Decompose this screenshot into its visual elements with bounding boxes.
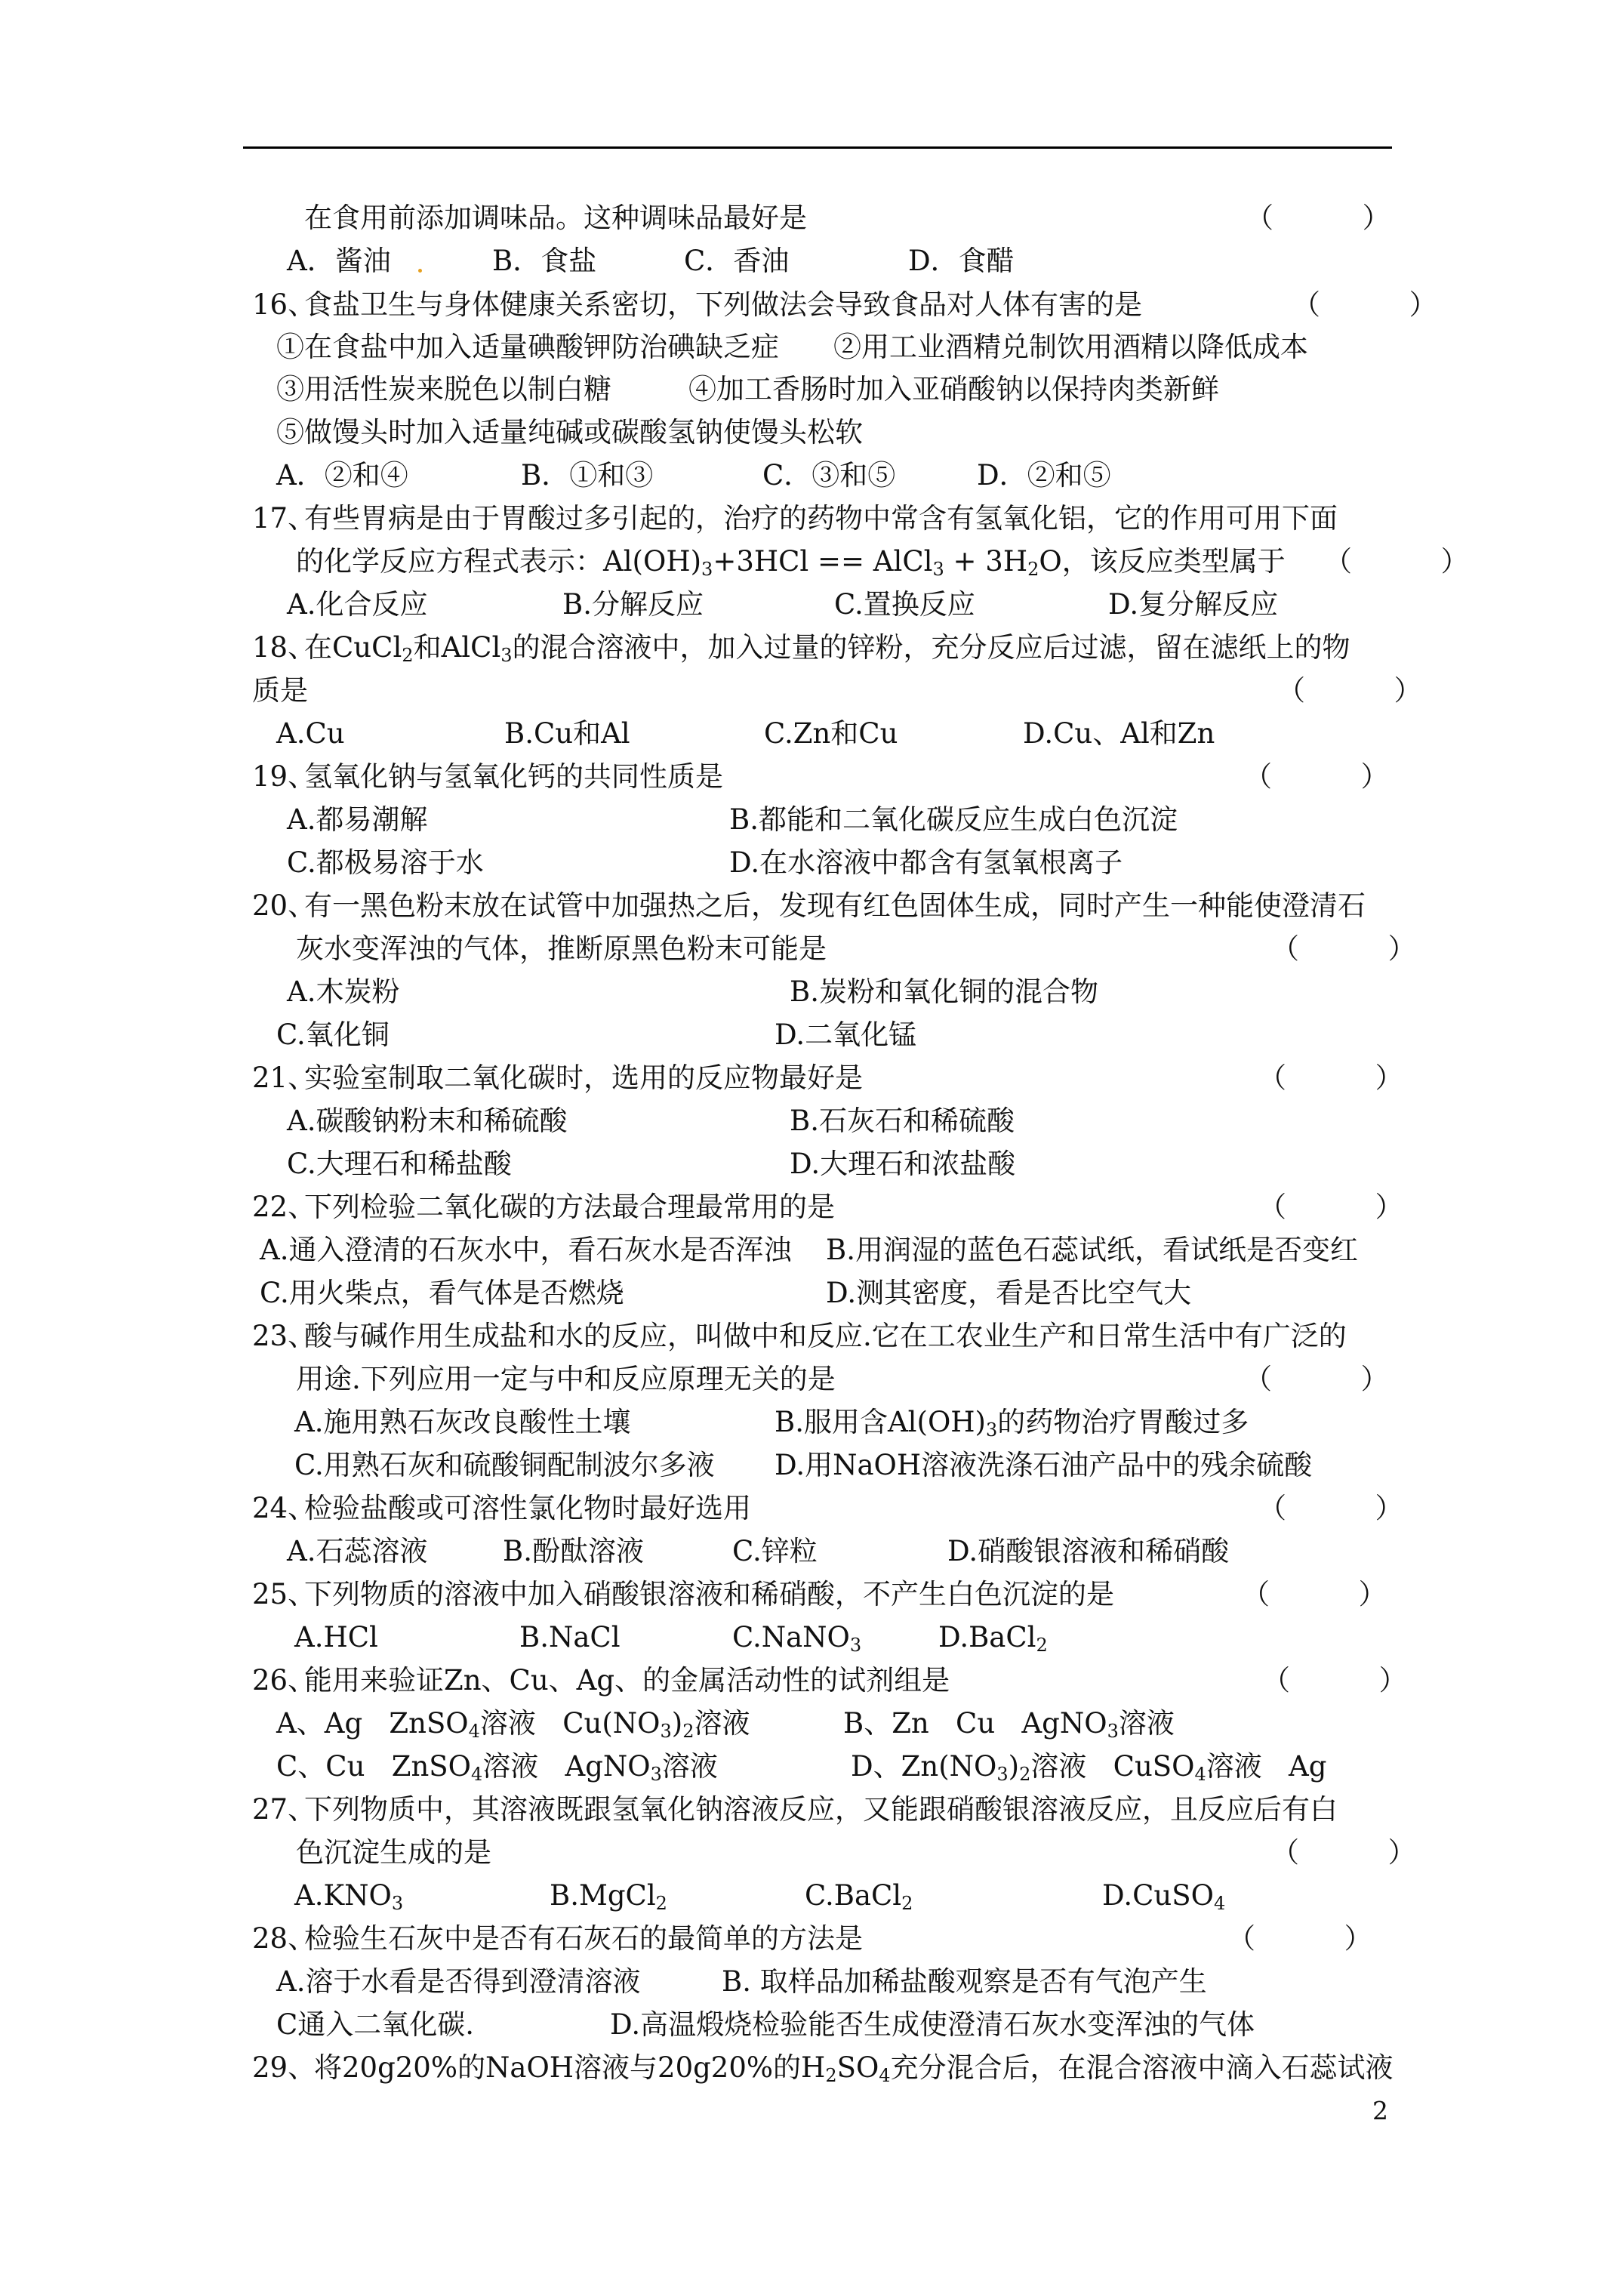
q15-option-d: D．食醋 [908,245,1015,277]
q17-option-b: B.分解反应 [562,588,704,621]
q20-option-c: C.氧化铜 [276,1019,390,1051]
q22-option-a: A.通入澄清的石灰水中，看石灰水是否浑浊 [260,1234,792,1266]
q27-option-d: D.CuSO$_4$ [1102,1879,1226,1914]
q22-answer-blank: （ ） [1258,1191,1403,1223]
q19-number: 19、 [252,760,316,793]
q20-number: 20、 [252,889,316,922]
q18-option-d: D.Cu、Al和Zn [1023,717,1215,750]
q18-number: 18、 [252,631,316,664]
q23-option-a: A.施用熟石灰改良酸性土壤 [294,1406,631,1438]
q27-number: 27、 [252,1793,316,1826]
q23-number: 23、 [252,1320,316,1352]
q24-option-c: C.锌粒 [732,1535,818,1567]
q25-answer-blank: （ ） [1242,1578,1387,1610]
q24-option-b: B.酚酞溶液 [503,1535,644,1567]
q19-option-a: A.都易潮解 [287,803,428,836]
q27-option-b: B.MgCl$_2$ [550,1879,667,1914]
q27-option-a: $A.KNO_3$ [294,1879,404,1914]
q25-option-d: D.BaCl$_2$ [938,1621,1048,1656]
q17-option-c: C.置换反应 [834,588,975,621]
q15-option-c: C．香油 [684,245,790,277]
stray-mark [418,269,422,273]
q16-item-4: ④加工香肠时加入亚硝酸钠以保持肉类新鲜 [688,373,1219,405]
q26-stem: 能用来验证Zn、Cu、Ag、的金属活动性的试剂组是 [304,1664,950,1697]
q25-option-b: B.NaCl [519,1621,621,1653]
q21-option-b: B.石灰石和稀硫酸 [790,1105,1015,1137]
q19-option-b: B.都能和二氧化碳反应生成白色沉淀 [729,803,1178,836]
q28-option-d: D.高温煅烧检验能否生成使澄清石灰水变浑浊的气体 [610,2008,1255,2041]
q21-option-a: A.碳酸钠粉末和稀硫酸 [287,1105,568,1137]
q17-stem-line-1: 有些胃病是由于胃酸过多引起的，治疗的药物中常含有氢氧化铝，它的作用可用下面 [304,502,1338,535]
q16-item-1: ①在食盐中加入适量碘酸钾防治碘缺乏症 [276,331,779,363]
q21-answer-blank: （ ） [1258,1062,1403,1094]
q26-answer-blank: （ ） [1262,1664,1407,1697]
q24-answer-blank: （ ） [1258,1492,1403,1524]
q22-option-d: D.测其密度，看是否比空气大 [826,1277,1192,1309]
header-rule [243,146,1392,149]
q26-option-d: D、$Zn(NO_3)_2$溶液 CuSO$_4$溶液 Ag [851,1750,1327,1785]
q18-option-c: C.Zn和Cu [764,717,898,750]
q23-stem-line-2: 用途.下列应用一定与中和反应原理无关的是 [296,1363,836,1395]
q20-option-b: B.炭粉和氧化铜的混合物 [790,975,1098,1008]
q27-answer-blank: （ ） [1271,1836,1416,1869]
q15-option-a: A．酱油 [287,245,391,277]
q16-option-b: B．①和③ [521,459,654,492]
q16-option-a: A．②和④ [276,459,408,492]
q16-option-d: D．②和⑤ [977,459,1111,492]
q27-stem-line-1: 下列物质中，其溶液既跟氢氧化钠溶液反应，又能跟硝酸银溶液反应，且反应后有白 [304,1793,1338,1826]
q22-option-c: C.用火柴点，看气体是否燃烧 [260,1277,624,1309]
q19-option-d: D.在水溶液中都含有氢氧根离子 [729,846,1123,879]
q17-option-a: A.化合反应 [287,588,428,621]
q28-option-b: B. 取样品加稀盐酸观察是否有气泡产生 [722,1965,1207,1998]
q19-option-c: C.都极易溶于水 [287,846,484,879]
q26-option-a: A、Ag ZnSO$_4$溶液 $Cu(NO_3)_2$溶液 [276,1707,750,1742]
page-number: 2 [1372,2096,1388,2125]
q17-stem-line-2: 的化学反应方程式表示：$Al(OH)_3+3HCl$ == AlCl$_3$ + $3H_2O$，该反应类型属于 [296,545,1286,580]
q25-stem: 下列物质的溶液中加入硝酸银溶液和稀硝酸，不产生白色沉淀的是 [304,1578,1114,1610]
q28-number: 28、 [252,1922,316,1955]
q19-answer-blank: （ ） [1244,760,1389,793]
q20-answer-blank: （ ） [1271,932,1416,965]
q16-answer-blank: （ ） [1292,288,1437,321]
q16-number: 16、 [252,288,316,321]
q25-option-a: A.HCl [294,1621,378,1653]
q26-number: 26、 [252,1664,316,1697]
q17-number: 17、 [252,502,316,535]
q15-answer-blank: （ ） [1246,202,1390,234]
q21-option-d: D.大理石和浓盐酸 [790,1148,1016,1180]
q24-option-d: D.硝酸银溶液和稀硝酸 [947,1535,1230,1567]
q24-stem: 检验盐酸或可溶性氯化物时最好选用 [304,1492,751,1524]
q26-option-c: C、Cu ZnSO$_4$溶液 AgNO$_3$溶液 [276,1750,718,1785]
q23-option-b: B.服用含$Al(OH)_3$的药物治疗胃酸过多 [775,1406,1249,1441]
q20-stem-line-2: 灰水变浑浊的气体，推断原黑色粉末可能是 [296,932,827,965]
q23-option-d: D.用NaOH溶液洗涤石油产品中的残余硫酸 [775,1449,1313,1481]
q22-number: 22、 [252,1191,316,1223]
q18-answer-blank: （ ） [1277,674,1422,707]
q26-option-b: B、Zn Cu AgNO$_3$溶液 [843,1707,1175,1742]
q16-item-5: ⑤做馒头时加入适量纯碱或碳酸氢钠使馒头松软 [276,416,863,448]
q27-option-c: C.BaCl$_2$ [805,1879,913,1914]
q21-option-c: C.大理石和稀盐酸 [287,1148,512,1180]
q19-stem: 氢氧化钠与氢氧化钙的共同性质是 [304,760,723,793]
q15-option-b: B．食盐 [492,245,597,277]
q28-stem: 检验生石灰中是否有石灰石的最简单的方法是 [304,1922,863,1955]
q20-option-d: D.二氧化锰 [775,1019,917,1051]
q17-answer-blank: （ ） [1324,545,1469,578]
q23-answer-blank: （ ） [1244,1363,1389,1395]
q29-number: 29、 [252,2051,316,2084]
q28-option-c: C通入二氧化碳. [276,2008,475,2041]
q20-stem-line-1: 有一黑色粉末放在试管中加强热之后，发现有红色固体生成，同时产生一种能使澄清石 [304,889,1366,922]
q24-option-a: A.石蕊溶液 [287,1535,428,1567]
q28-answer-blank: （ ） [1227,1922,1372,1955]
q22-option-b: B.用润湿的蓝色石蕊试纸，看试纸是否变红 [826,1234,1358,1266]
q18-stem-line-2: 质是 [252,674,308,707]
q18-option-b: B.Cu和Al [504,717,630,750]
q15-stem-line-2: 在食用前添加调味品。这种调味品最好是 [304,202,807,234]
q17-option-d: D.复分解反应 [1108,588,1279,621]
q24-number: 24、 [252,1492,316,1524]
q22-stem: 下列检验二氧化碳的方法最合理最常用的是 [304,1191,835,1223]
q21-stem: 实验室制取二氧化碳时，选用的反应物最好是 [304,1062,863,1094]
q27-stem-line-2: 色沉淀生成的是 [296,1836,491,1869]
q20-option-a: A.木炭粉 [287,975,400,1008]
q29-stem: 将20g20%的NaOH溶液与20g20%的$H_2SO_4$充分混合后，在混合溶液中滴入石蕊试液 [314,2051,1394,2086]
q18-stem-line-1: 在CuCl$_2$和AlCl$_3$的混合溶液中，加入过量的锌粉，充分反应后过滤，留在滤纸上的物 [304,631,1350,666]
q18-option-a: A.Cu [276,717,345,750]
q25-option-c: C.NaNO$_3$ [732,1621,862,1656]
q21-number: 21、 [252,1062,316,1094]
q16-option-c: C．③和⑤ [762,459,896,492]
q16-stem: 食盐卫生与身体健康关系密切，下列做法会导致食品对人体有害的是 [304,288,1142,321]
q28-option-a: A.溶于水看是否得到澄清溶液 [276,1965,641,1998]
q25-number: 25、 [252,1578,316,1610]
q23-stem-line-1: 酸与碱作用生成盐和水的反应，叫做中和反应.它在工农业生产和日常生活中有广泛的 [304,1320,1347,1352]
q16-item-3: ③用活性炭来脱色以制白糖 [276,373,611,405]
q23-option-c: C.用熟石灰和硫酸铜配制波尔多液 [294,1449,715,1481]
q16-item-2: ②用工业酒精兑制饮用酒精以降低成本 [833,331,1308,363]
